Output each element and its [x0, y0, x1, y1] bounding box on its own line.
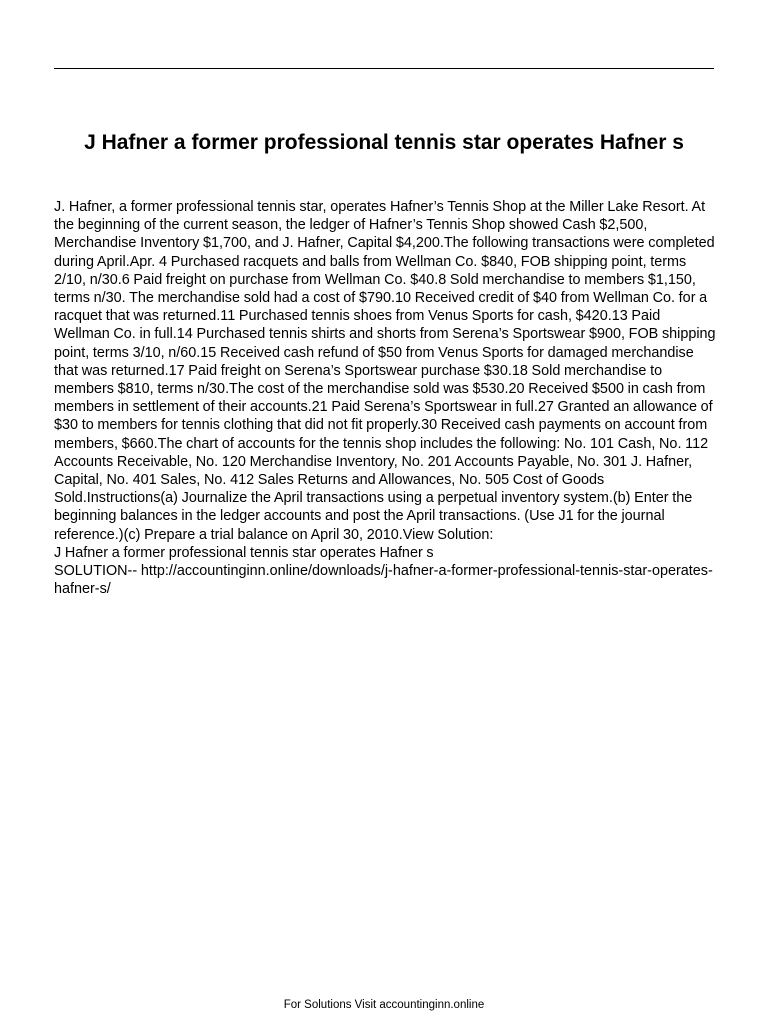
footer-text: For Solutions Visit accountinginn.online [283, 999, 485, 1011]
header-divider [54, 68, 714, 69]
repeat-title: J Hafner a former professional tennis star operates Hafner s [54, 544, 434, 561]
problem-text: J. Hafner, a former professional tennis star, operates Hafner’s Tennis Shop at the Miller Lake Resort. At the beginning of the current season, the ledger of Hafner’s Tennis Shop showed Cash $2,500, Merchandise Inventory $1,700, and J. Hafner, Capital $4,200.The following transactions were completed during April.Apr. 4 Purchased racquets and balls from Wellman Co. $840, FOB shipping point, terms 2/10, n/30.6 Paid freight on purchase from Wellman Co. $40.8 Sold merchandise to members $1,150, terms n/30. The merchandise sold had a cost of $790.10 Received credit of $40 from Wellman Co. for a racquet that was returned.11 Purchased tennis shoes from Venus Sports for cash, $420.13 Paid Wellman Co. in full.14 Purchased tennis shirts and shorts from Serena’s Sportswear $900, FOB shipping point, terms 3/10, n/60.15 Received cash refund of $50 from Venus Sports for damaged merchandise that was returned.17 Paid freight on Serena’s Sportswear purchase $30.18 Sold merchandise to members $810, terms n/30.The cost of the merchandise sold was $530.20 Received $500 in cash from members in settlement of their accounts.21 Paid Serena’s Sportswear in full.27 Granted an allowance of $30 to members for tennis clothing that did not fit properly.30 Received cash payments on account from members, $660.The chart of accounts for the tennis shop includes the following: No. 101 Cash, No. 112 Accounts Receivable, No. 120 Merchandise Inventory, No. 201 Accounts Payable, No. 301 J. Hafner, Capital, No. 401 Sales, No. 412 Sales Returns and Allowances, No. 505 Cost of Goods Sold.Instructions(a) Journalize the April transactions using a perpetual inventory system.(b) Enter the beginning balances in the ledger accounts and post the April transactions. (Use J1 for the journal reference.)(c) Prepare a trial balance on April 30, 2010.View Solution: [54, 199, 716, 543]
solution-link[interactable]: SOLUTION-- http://accountinginn.online/downloads/j-hafner-a-former-professional-tennis-star-operates-hafner-s/ [54, 563, 713, 598]
document-body [54, 198, 718, 598]
document-title: J Hafner a former professional tennis star operates Hafner s [84, 131, 684, 154]
